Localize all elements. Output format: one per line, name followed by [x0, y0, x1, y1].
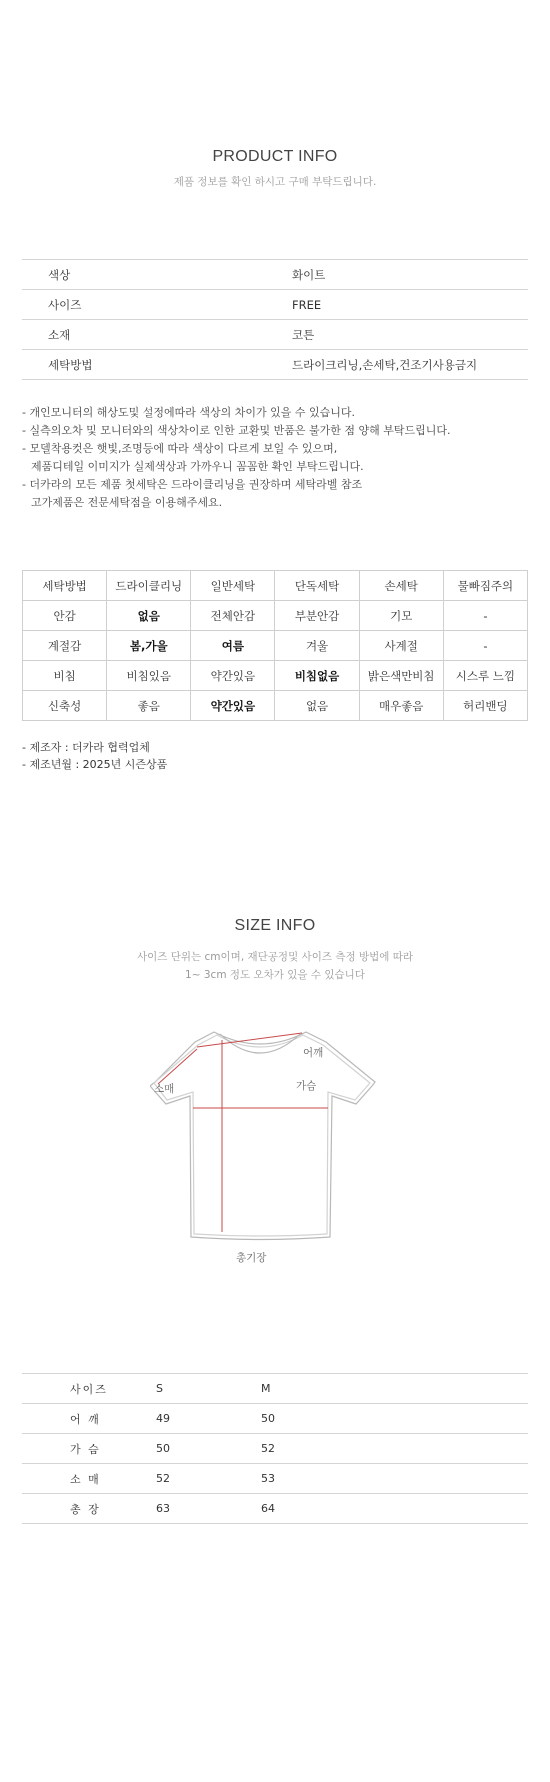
size-header-cell: S [156, 1374, 261, 1404]
label-sleeve: 소매 [154, 1083, 175, 1095]
size-value: 64 [261, 1494, 528, 1524]
size-row-label: 소 매 [22, 1464, 156, 1494]
size-info-subtitle-2: 1~ 3cm 정도 오차가 있을 수 있습니다 [185, 969, 365, 981]
label-shoulder: 어깨 [303, 1047, 324, 1059]
care-grid [22, 570, 528, 721]
info-row-size [22, 290, 528, 320]
info-value: 코튼 [292, 320, 528, 350]
info-value: 드라이크리닝,손세탁,건조기사용금지 [292, 350, 528, 380]
care-row-label: 비침 [23, 661, 107, 691]
notice-item: - 실측의오차 및 모니터와의 색상차이로 인한 교환및 반품은 불가한 점 양해 부탁드립니다. [22, 424, 451, 437]
product-info-subtitle: 제품 정보를 확인 하시고 구매 부탁드립니다. [173, 176, 377, 188]
notice-item: - 개인모니터의 해상도및 설정에따라 색상의 차이가 있을 수 있습니다. [22, 406, 355, 419]
care-header-row [23, 571, 528, 601]
size-value: 53 [261, 1464, 528, 1494]
care-cell: 기모 [359, 601, 443, 631]
size-value: 52 [156, 1464, 261, 1494]
size-row-sleeve [22, 1464, 528, 1494]
product-info-title: PRODUCT INFO [212, 148, 338, 165]
info-row-wash [22, 350, 528, 380]
manufacture-date-text: - 제조년월 : 2025년 시즌상품 [22, 758, 168, 771]
notice-item: - 더카라의 모든 제품 첫세탁은 드라이클리닝을 권장하며 세탁라벨 참조 [22, 478, 363, 491]
care-cell: 매우좋음 [359, 691, 443, 721]
size-header-row [22, 1374, 528, 1404]
info-label: 사이즈 [22, 290, 292, 320]
size-info-subtitle-1: 사이즈 단위는 cm이며, 재단공정및 사이즈 측정 방법에 따라 [137, 951, 413, 963]
care-header-cell: 단독세탁 [275, 571, 359, 601]
size-row-chest [22, 1434, 528, 1464]
label-length: 총기장 [236, 1252, 267, 1264]
info-label: 색상 [22, 260, 292, 290]
size-header-cell: 사이즈 [22, 1374, 156, 1404]
care-row-label: 계절감 [23, 631, 107, 661]
info-label: 소재 [22, 320, 292, 350]
care-row-label: 안감 [23, 601, 107, 631]
size-table [22, 1373, 528, 1524]
info-row-color [22, 260, 528, 290]
maker-info [22, 739, 167, 773]
size-info-title: SIZE INFO [234, 917, 316, 934]
care-cell: 없음 [107, 601, 191, 631]
info-value: FREE [292, 290, 528, 320]
size-value: 52 [261, 1434, 528, 1464]
care-cell: 여름 [191, 631, 275, 661]
notice-item: 고가제품은 전문세탁점을 이용해주세요. [31, 496, 223, 509]
care-cell: 시스루 느낌 [443, 661, 527, 691]
size-value: 50 [156, 1434, 261, 1464]
care-header-cell: 드라이클리닝 [107, 571, 191, 601]
care-cell: 전체안감 [191, 601, 275, 631]
care-cell: - [443, 601, 527, 631]
notice-item: - 모델착용컷은 햇빛,조명등에 따라 색상이 다르게 보일 수 있으며, [22, 442, 338, 455]
size-row-length [22, 1494, 528, 1524]
info-label: 세탁방법 [22, 350, 292, 380]
label-chest: 가슴 [296, 1080, 317, 1092]
size-row-label: 가 슴 [22, 1434, 156, 1464]
size-header-cell: M [261, 1374, 528, 1404]
care-header-cell: 일반세탁 [191, 571, 275, 601]
size-row-shoulder [22, 1404, 528, 1434]
care-cell: 비침없음 [275, 661, 359, 691]
care-row-stretch [23, 691, 528, 721]
care-cell: 봄,가을 [107, 631, 191, 661]
product-info-table [22, 259, 528, 380]
care-header-cell: 손세탁 [359, 571, 443, 601]
care-cell: 부분안감 [275, 601, 359, 631]
care-cell: 약간있음 [191, 691, 275, 721]
notice-list [22, 404, 532, 512]
care-cell: 허리밴딩 [443, 691, 527, 721]
care-row-sheerness [23, 661, 528, 691]
size-row-label: 총 장 [22, 1494, 156, 1524]
care-header-cell: 세탁방법 [23, 571, 107, 601]
care-row-season [23, 631, 528, 661]
care-cell: 약간있음 [191, 661, 275, 691]
care-cell: 비침있음 [107, 661, 191, 691]
size-value: 50 [261, 1404, 528, 1434]
info-value: 화이트 [292, 260, 528, 290]
care-cell: 겨울 [275, 631, 359, 661]
care-cell: 사계절 [359, 631, 443, 661]
info-row-material [22, 320, 528, 350]
manufacturer-text: - 제조자 : 더카라 협력업체 [22, 741, 150, 754]
size-value: 49 [156, 1404, 261, 1434]
size-row-label: 어 깨 [22, 1404, 156, 1434]
size-value: 63 [156, 1494, 261, 1524]
tshirt-diagram-icon [150, 1022, 390, 1247]
care-header-cell: 물빠짐주의 [443, 571, 527, 601]
care-cell: 좋음 [107, 691, 191, 721]
care-cell: 없음 [275, 691, 359, 721]
care-row-label: 신축성 [23, 691, 107, 721]
care-cell: - [443, 631, 527, 661]
care-cell: 밝은색만비침 [359, 661, 443, 691]
care-row-lining [23, 601, 528, 631]
notice-item: 제품디테일 이미지가 실제색상과 가까우니 꼼꼼한 확인 부탁드립니다. [31, 460, 364, 473]
